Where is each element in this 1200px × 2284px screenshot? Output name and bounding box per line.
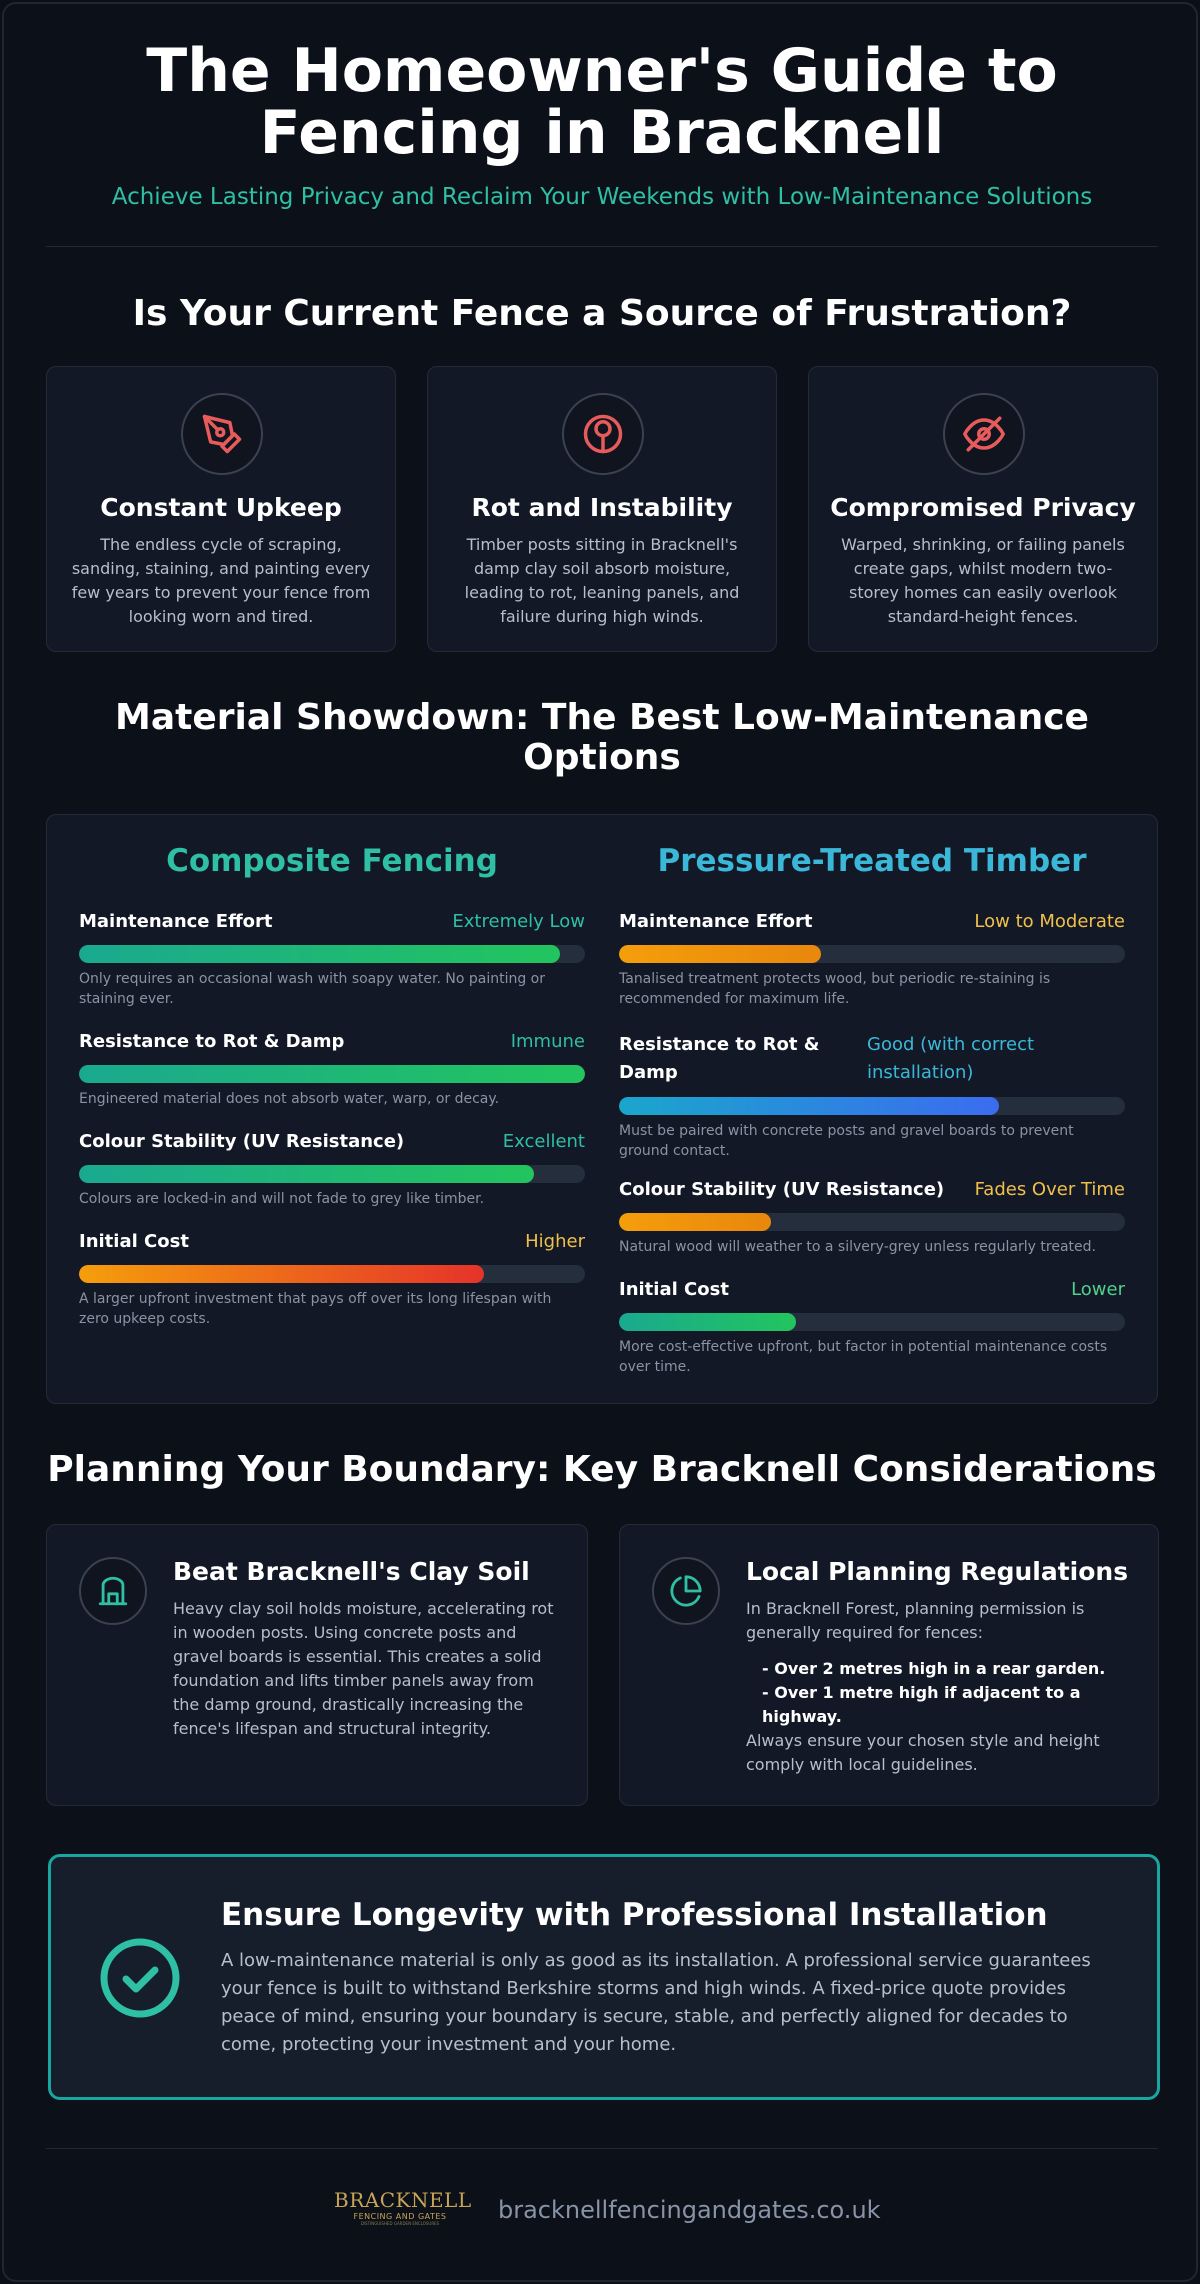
metric-value: Lower [1071,1279,1125,1300]
cta-title: Ensure Longevity with Professional Installation [221,1897,1048,1933]
problem-text: The endless cycle of scraping, sanding, staining, and painting every few years to prevent your fence from looking worn and tired. [71,535,371,626]
brand-logo[interactable] [334,2188,472,2236]
composite-metric-rot [79,1031,585,1109]
metric-bar [619,945,1125,963]
check-circle-icon [99,1937,181,2019]
metric-bar [79,1065,585,1083]
professional-installation-callout [48,1854,1160,2100]
bar-fill [619,1097,999,1115]
planning-heading: Planning Your Boundary: Key Bracknell Considerations [47,1449,1157,1490]
planning-regs-card [619,1524,1159,1806]
metric-note: Colours are locked-in and will not fade to grey like timber. [79,1191,485,1207]
footer-divider [46,2148,1158,2149]
metric-note: Only requires an occasional wash with soapy water. No painting or staining ever. [79,971,546,1007]
regs-outro: Always ensure your chosen style and height comply with local guidelines. [746,1731,1100,1774]
problem-text: Timber posts sitting in Bracknell's damp clay soil absorb moisture, leading to rot, leaning panels, and failure during high winds. [464,535,740,626]
metric-value: Fades Over Time [974,1179,1125,1200]
metric-value-line: Good (with correct [867,1034,1035,1055]
metric-label: Colour Stability (UV Resistance) [619,1179,945,1200]
metric-label [619,1031,819,1087]
metric-note: Natural wood will weather to a silvery-grey unless regularly treated. [619,1239,1096,1255]
cta-text: A low-maintenance material is only as good as its installation. A professional service guarantees your fence is built to withstand Berkshire storms and high winds. A fixed-price quote provides peace of mind, ensuring your boundary is secure, stable, and perfectly aligned for decades to come, protecting your investment and your home. [221,1950,1091,2055]
title-line-2: Fencing in Bracknell [259,98,945,168]
metric-label: Initial Cost [79,1231,189,1252]
regs-bullet: - Over 2 metres high in a rear garden. [762,1659,1106,1678]
metric-label-line: Damp [619,1062,678,1083]
page-subtitle: Achieve Lasting Privacy and Reclaim Your Weekends with Low-Maintenance Solutions [111,184,1093,210]
regs-bullet: - Over 1 metre high if adjacent to a highway. [762,1683,1081,1726]
pie-chart-icon [652,1557,720,1625]
timber-metric-maintenance [619,911,1125,1009]
bar-fill [79,1165,534,1183]
metric-label: Colour Stability (UV Resistance) [79,1131,405,1152]
bar-fill [79,945,560,963]
metric-label: Maintenance Effort [79,911,273,932]
metric-bar [619,1097,1125,1115]
metric-note: Tanalised treatment protects wood, but periodic re-staining is recommended for maximum life. [619,971,1051,1007]
regs-title: Local Planning Regulations [746,1557,1129,1586]
lollipop-icon [562,393,644,475]
showdown-heading-line-1: Material Showdown: The Best Low-Maintenance [115,697,1089,738]
page-title [4,36,1200,168]
metric-value: Higher [525,1231,585,1252]
metric-value: Immune [510,1031,585,1052]
clay-soil-card [46,1524,588,1806]
website-link[interactable]: bracknellfencingandgates.co.uk [498,2196,881,2224]
regs-list [762,1657,1136,1729]
metric-value: Extremely Low [452,911,585,932]
metric-label-line: Resistance to Rot & [619,1034,820,1055]
metric-label: Maintenance Effort [619,911,813,932]
regs-intro: In Bracknell Forest, planning permission is generally required for fences: [746,1599,1085,1642]
metric-label: Resistance to Rot & Damp [79,1031,345,1052]
metric-bar [79,1165,585,1183]
logo-subtitle: FENCING AND GATES [353,2212,447,2221]
title-line-1: The Homeowner's Guide to [146,36,1058,106]
infographic-frame [2,2,1198,2282]
metric-bar [619,1213,1125,1231]
problem-text: Warped, shrinking, or failing panels create gaps, whilst modern two-storey homes can easily overlook standard-height fences. [841,535,1125,626]
timber-metric-rot [619,1031,1125,1161]
composite-metric-maintenance [79,911,585,1009]
composite-metric-colour [79,1131,585,1209]
metric-label: Initial Cost [619,1279,729,1300]
showdown-heading-line-2: Options [523,737,681,778]
composite-title: Composite Fencing [166,843,498,879]
building-icon [79,1557,147,1625]
metric-bar [619,1313,1125,1331]
divider [46,246,1158,247]
metric-note: Engineered material does not absorb water, warp, or decay. [79,1091,500,1107]
timber-metric-colour [619,1179,1125,1257]
composite-metric-cost [79,1231,585,1329]
problem-title: Compromised Privacy [830,493,1136,522]
problems-heading: Is Your Current Fence a Source of Frustration? [132,293,1072,334]
bar-fill [619,945,821,963]
logo-tagline: DISTINGUISHED GARDEN ENCLOSURES [360,2221,440,2226]
problem-card-privacy [808,366,1158,652]
metric-value-line: installation) [867,1062,974,1083]
problem-card-rot [427,366,777,652]
metric-bar [79,1265,585,1283]
bar-fill [619,1313,796,1331]
showdown-card [46,814,1158,1404]
metric-value: Low to Moderate [974,911,1125,932]
problem-title: Rot and Instability [471,493,733,522]
eye-slash-icon [943,393,1025,475]
clay-text: Heavy clay soil holds moisture, accelerating rot in wooden posts. Using concrete posts and gravel boards is essential. This creates a solid foundation and lifts timber panels away from the damp ground, drastically increasing the fence's lifespan and structural integrity. [173,1599,554,1738]
timber-title: Pressure-Treated Timber [657,843,1087,879]
bar-fill [79,1265,484,1283]
metric-bar [79,945,585,963]
metric-note: More cost-effective upfront, but factor in potential maintenance costs over time. [619,1339,1108,1375]
bar-fill [79,1065,585,1083]
problem-card-upkeep [46,366,396,652]
pen-nib-icon [181,393,263,475]
showdown-heading [4,698,1200,778]
problem-title: Constant Upkeep [100,493,342,522]
logo-wordmark: BRACKNELL [334,2188,472,2212]
metric-note: Must be paired with concrete posts and gravel boards to prevent ground contact. [619,1123,1074,1159]
metric-value [867,1031,1034,1087]
metric-value: Excellent [502,1131,585,1152]
bar-fill [619,1213,771,1231]
metric-note: A larger upfront investment that pays off over its long lifespan with zero upkeep costs. [79,1291,552,1327]
clay-title: Beat Bracknell's Clay Soil [173,1557,530,1586]
timber-metric-cost [619,1279,1125,1377]
